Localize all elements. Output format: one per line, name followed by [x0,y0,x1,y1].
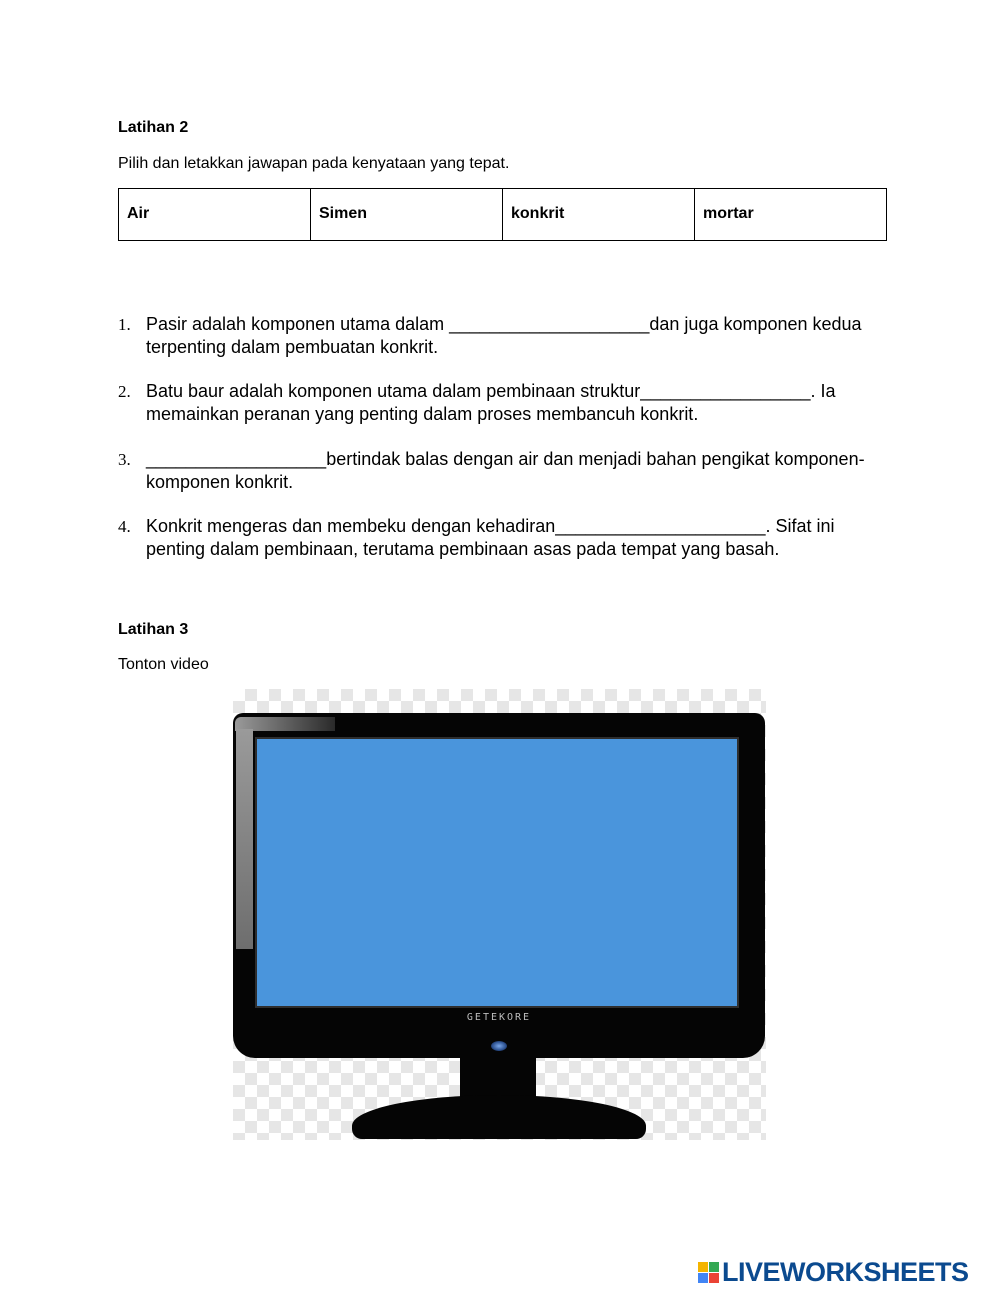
question-number: 2. [118,382,131,401]
bezel-side-highlight [236,729,253,949]
question-text: Konkrit mengeras dan membeku dengan kehadiran_____________________. Sifat ini penting dalam pembinaan, terutama pembinaan asas pada tempat yang basah. [146,516,835,559]
video-player[interactable] [233,689,766,1140]
exercise3-title: Latihan 3 [118,621,189,638]
question-item [118,313,888,359]
exercise2-title: Latihan 2 [118,119,189,136]
video-screen[interactable] [255,737,739,1008]
question-text: Batu baur adalah komponen utama dalam pembinaan struktur_________________. Ia memainkan peranan yang penting dalam proses membancuh konkrit. [146,381,836,424]
question-number: 4. [118,517,131,536]
answer-option[interactable]: Air [119,189,311,240]
liveworksheets-logo-icon [698,1262,719,1283]
answer-option[interactable]: Simen [311,189,503,240]
exercise3-instruction: Tonton video [118,656,209,673]
logo-text: LIVEWORKSHEETS [722,1257,969,1287]
question-item [118,448,888,494]
question-item [118,515,888,561]
question-number: 1. [118,315,131,334]
tv-stand-neck [460,1058,536,1098]
question-item [118,380,888,426]
question-text: __________________bertindak balas dengan air dan menjadi bahan pengikat komponen-komponen konkrit. [146,449,865,492]
question-number: 3. [118,450,131,469]
liveworksheets-logo [698,1257,969,1288]
tv-brand-label: GETEKORE [466,1012,532,1023]
exercise2-instruction: Pilih dan letakkan jawapan pada kenyataan yang tepat. [118,155,510,172]
question-text: Pasir adalah komponen utama dalam ____________________dan juga komponen kedua terpenting dalam pembuatan konkrit. [146,314,862,357]
answer-option[interactable]: mortar [703,205,754,222]
power-light-icon [491,1041,507,1051]
answer-options-table [118,188,887,241]
tv-bezel [233,713,765,1058]
answer-option[interactable]: konkrit [503,189,695,240]
